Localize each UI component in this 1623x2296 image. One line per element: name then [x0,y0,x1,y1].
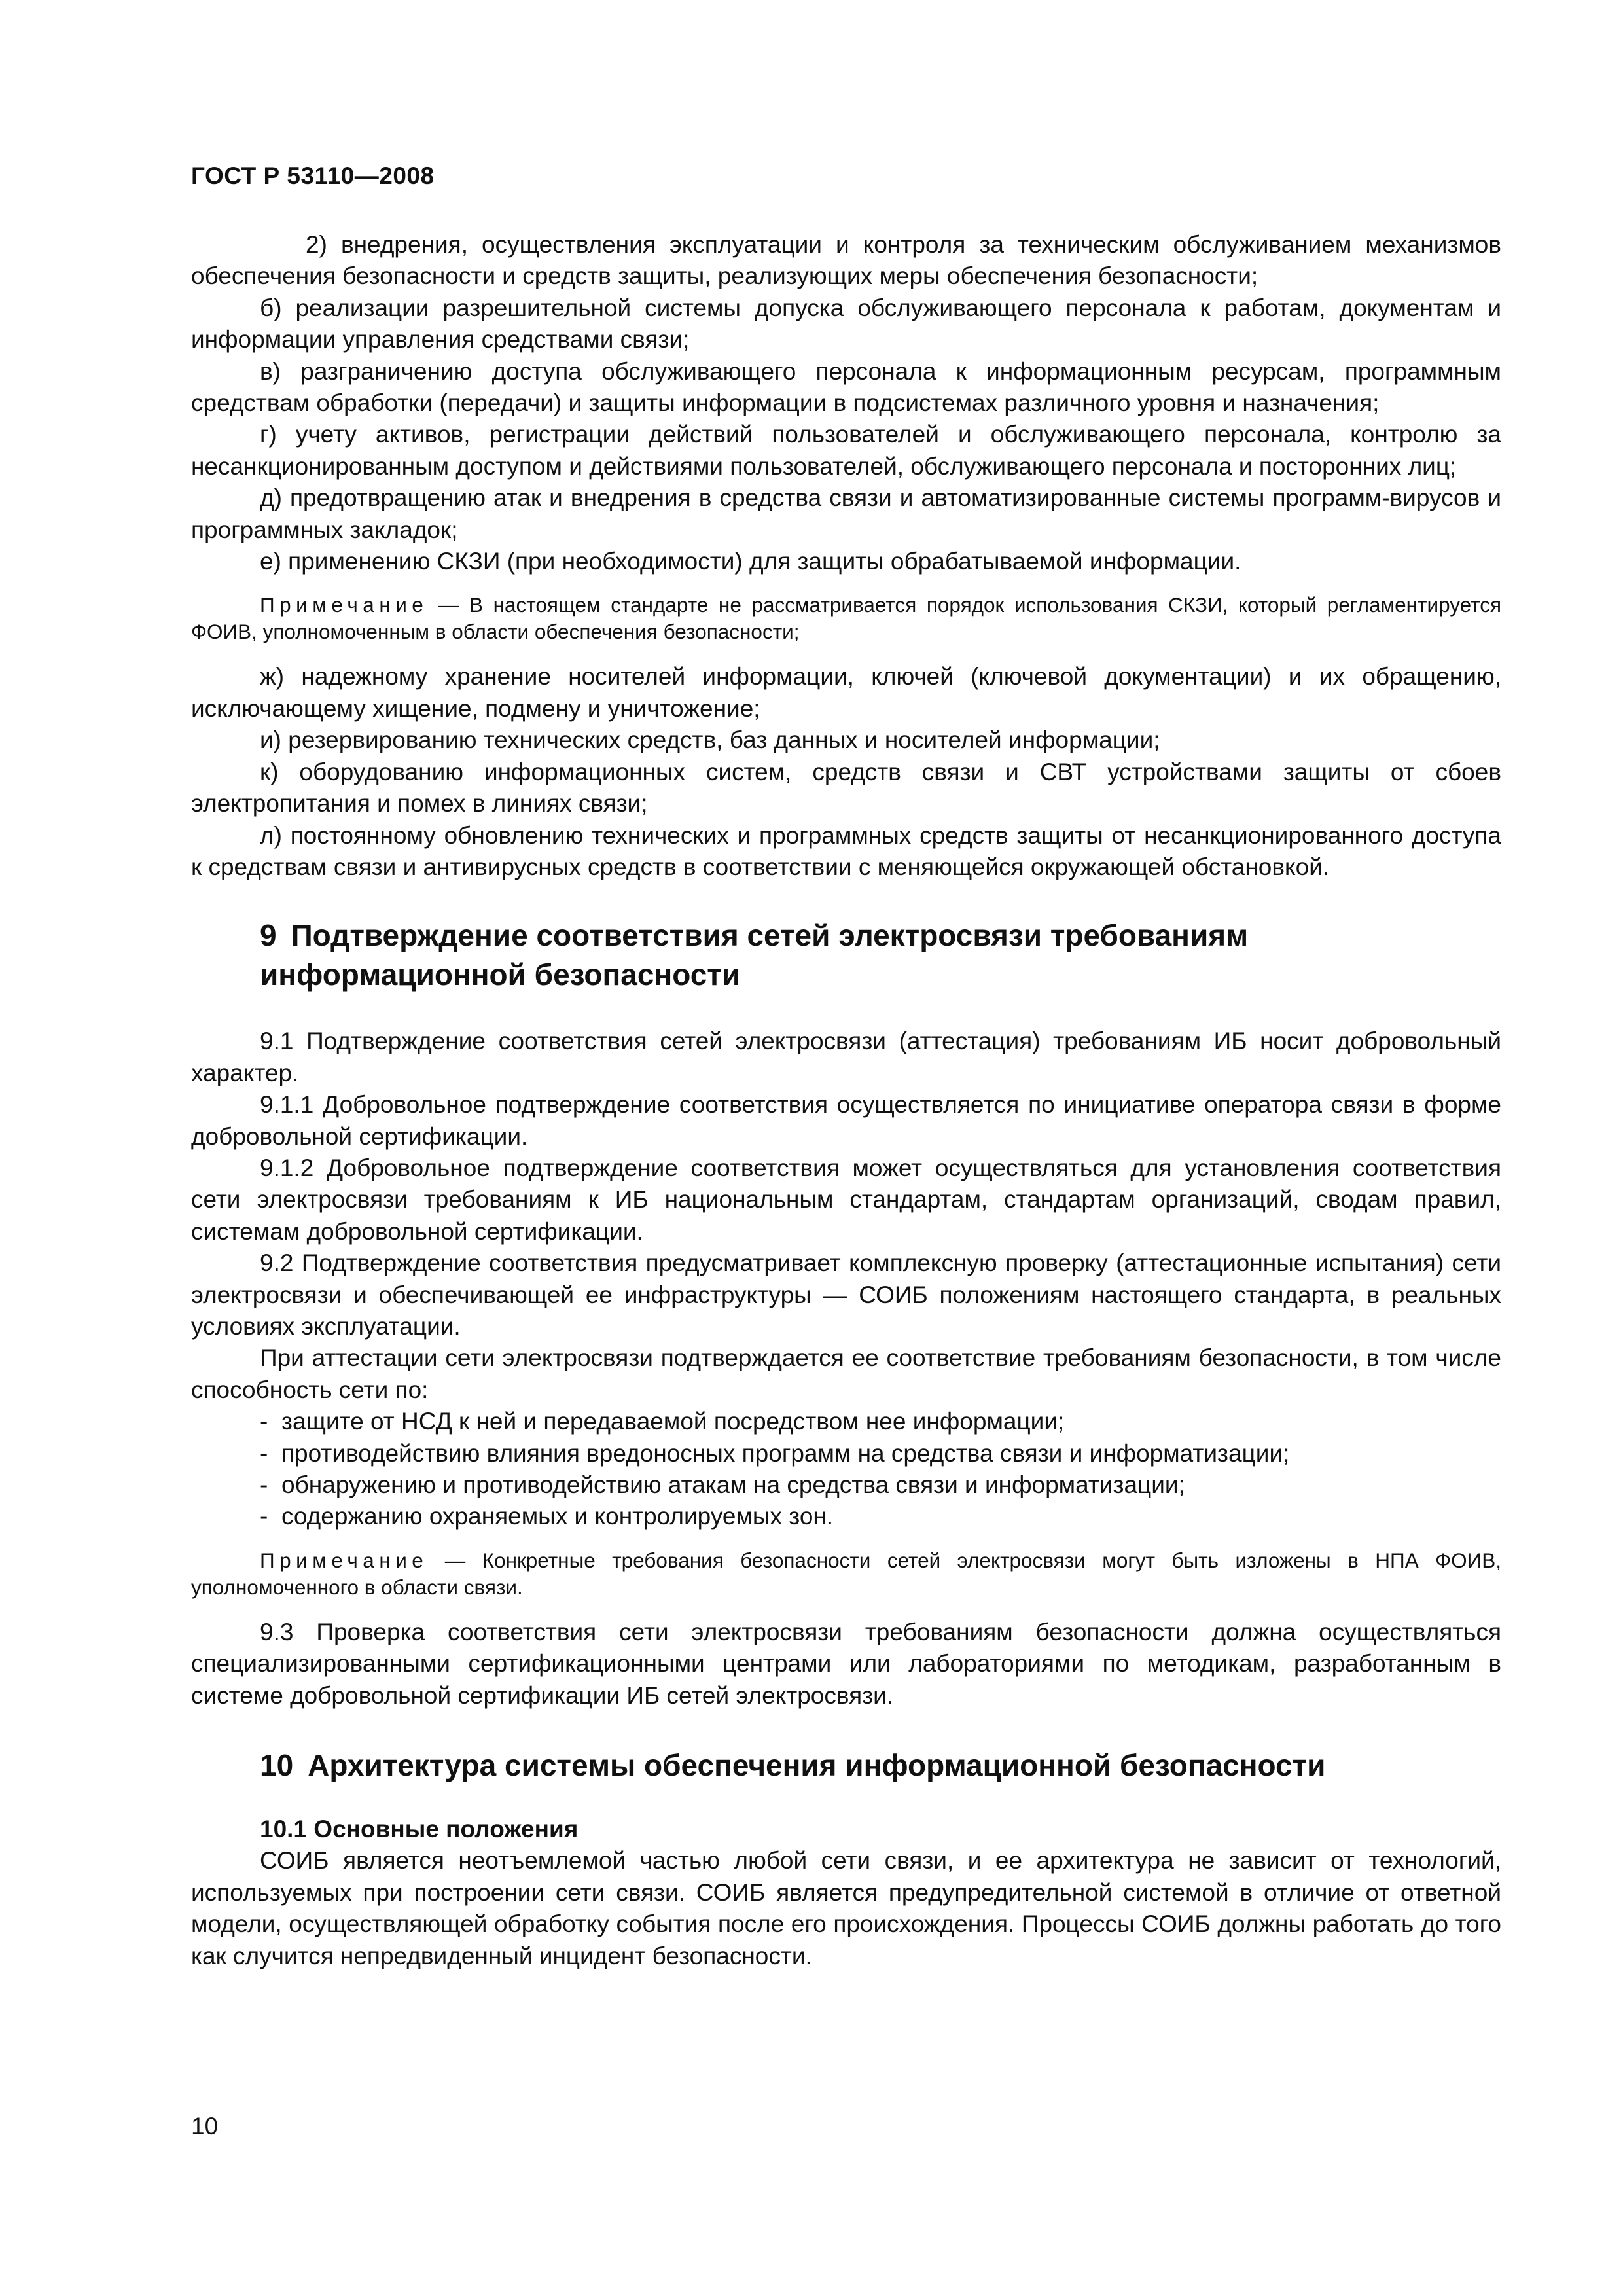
paragraph: 9.3 Проверка соответствия сети электросвязи требованиям безопасности должна осуществляться специализированными сертификационными центрами или лабораториями по методикам, разработанным в системе добровольной сертификации ИБ сетей электросвязи. [191,1618,1501,1709]
document-header: ГОСТ Р 53110—2008 [191,162,435,189]
note-text: — Конкретные требования безопасности сетей электросвязи могут быть изложены в НПА ФОИВ, уполномоченного в области связи. [191,1548,1501,1599]
list-item: и) резервированию технических средств, баз данных и носителей информации; [260,726,1160,754]
list-item: 2) внедрения, осуществления эксплуатации и контроля за техническим обслуживанием механизмов обеспечения безопасности и средств защиты, реализующих меры обеспечения безопасности; [191,231,1501,290]
section-title: Архитектура системы обеспечения информационной безопасности [308,1748,1326,1783]
section-number: 9 [260,918,277,953]
dash-list-item: - содержанию охраняемых и контролируемых зон. [260,1503,834,1530]
list-item: е) применению СКЗИ (при необходимости) для защиты обрабатываемой информации. [260,548,1241,575]
paragraph: 9.1.2 Добровольное подтверждение соответствия может осуществляться для установления соответствия сети электросвязи требованиям к ИБ национальным стандартам, стандартам организаций, сводам правил, системам добровольной сертификации. [191,1154,1501,1245]
paragraph: СОИБ является неотъемлемой частью любой сети связи, и ее архитектура не зависит от технологий, используемых при построении сети связи. СОИБ является предупредительной системой в отличие от ответной модели, осуществляющей обработку события после его происхождения. Процессы СОИБ должны работать до того как случится непредвиденный инцидент безопасности. [191,1847,1501,1969]
list-item: ж) надежному хранение носителей информации, ключей (ключевой документации) и их обращению, исключающему хищение, подмену и уничтожение; [191,663,1501,722]
document-body [191,229,1501,1972]
dash-list-item: - защите от НСД к ней и передаваемой посредством нее информации; [260,1408,1065,1435]
paragraph: 9.1.1 Добровольное подтверждение соответствия осуществляется по инициативе оператора связи в форме добровольной сертификации. [191,1091,1501,1150]
list-item: б) реализации разрешительной системы допуска обслуживающего персонала к работам, документам и информации управления средствами связи; [191,294,1501,353]
list-item: л) постоянному обновлению технических и программных средств защиты от несанкционированного доступа к средствам связи и антивирусных средств в соответствии с меняющейся окружающей обстановкой. [191,821,1501,880]
dash-list-item: - обнаружению и противодействию атакам на средства связи и информатизации; [260,1471,1185,1498]
paragraph: 9.2 Подтверждение соответствия предусматривает комплексную проверку (аттестационные испытания) сети электросвязи и обеспечивающей ее инфраструктуры — СОИБ положениям настоящего стандарта, в реальных условиях эксплуатации. [191,1249,1501,1340]
list-item: д) предотвращению атак и внедрения в средства связи и автоматизированные системы программ-вирусов и программных закладок; [191,484,1501,543]
note-lead: Примечание [260,1548,429,1572]
section-9-heading [191,916,1501,994]
section-number: 10 [260,1748,294,1783]
note-text: — В настоящем стандарте не рассматривается порядок использования СКЗИ, который регламентируется ФОИВ, уполномоченным в области обеспечения безопасности; [191,593,1501,644]
paragraph: 9.1 Подтверждение соответствия сетей электросвязи (аттестация) требованиям ИБ носит добровольный характер. [191,1028,1501,1086]
list-item: к) оборудованию информационных систем, средств связи и СВТ устройствами защиты от сбоев электропитания и помех в линиях связи; [191,758,1501,817]
list-item: в) разграничению доступа обслуживающего персонала к информационным ресурсам, программным средствам обработки (передачи) и защиты информации в подсистемах различного уровня и назначения; [191,357,1501,417]
page-number: 10 [191,2113,219,2140]
list-item: г) учету активов, регистрации действий пользователей и обслуживающего персонала, контролю за несанкционированным доступом и действиями пользователей, обслуживающего персонала и посторонних лиц; [191,421,1501,480]
dash-list-item: - противодействию влияния вредоносных программ на средства связи и информатизации; [260,1439,1290,1467]
note-paragraph [191,1547,1501,1601]
section-title-line2: информационной безопасности [260,958,741,992]
paragraph: При аттестации сети электросвязи подтверждается ее соответствие требованиям безопасности, в том числе способность сети по: [191,1344,1501,1403]
note-lead: Примечание [260,593,429,617]
section-title-line1: Подтверждение соответствия сетей электросвязи требованиям [291,918,1249,953]
section-10-heading [191,1746,1501,1785]
note-paragraph [191,592,1501,645]
subsection-heading: 10.1 Основные положения [260,1816,579,1843]
